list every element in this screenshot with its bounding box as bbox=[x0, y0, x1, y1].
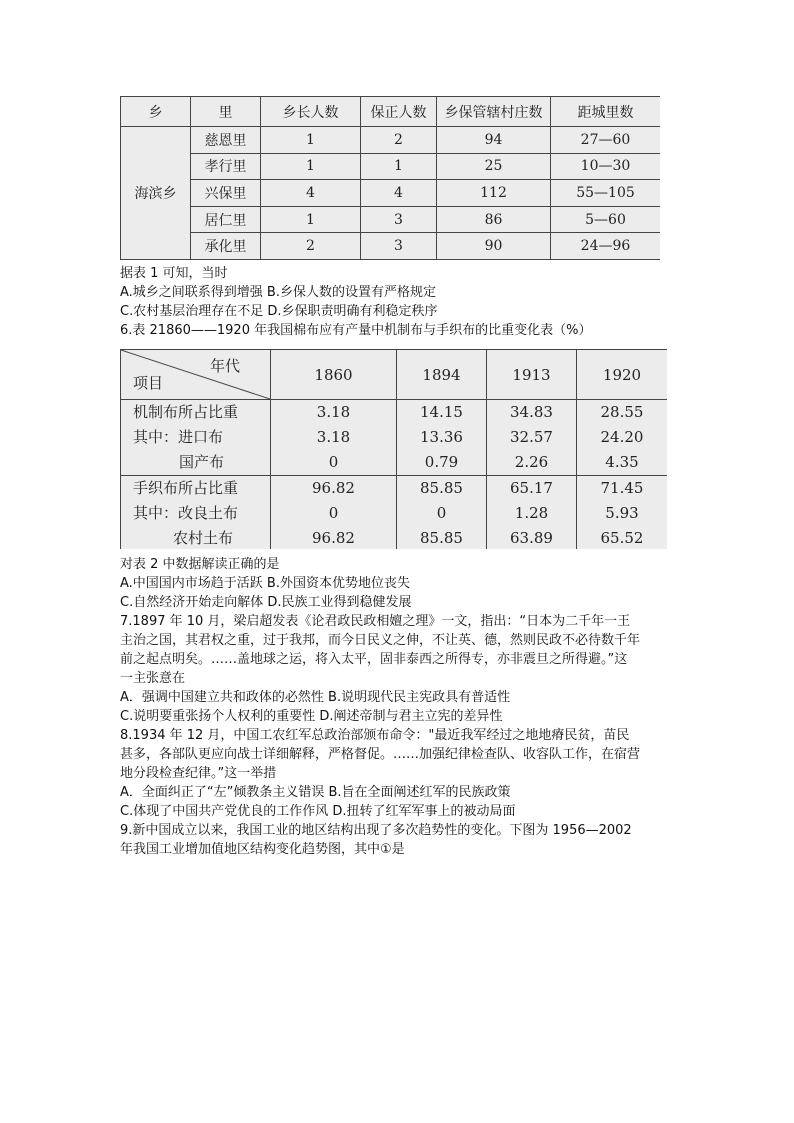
table-row bbox=[121, 153, 661, 180]
machine-cloth-labels bbox=[121, 400, 271, 476]
question-option: C.农村基层治理存在不足 D.乡保职责明确有利稳定秩序 bbox=[120, 304, 438, 319]
table-row bbox=[121, 400, 668, 476]
villages-cell: 25 bbox=[437, 153, 551, 180]
xiangzhang-cell: 4 bbox=[261, 180, 361, 207]
question-option: A.中国国内市场趋于活跃 B.外国资本优势地位丧失 bbox=[120, 576, 410, 591]
township-table bbox=[120, 96, 660, 260]
value-cell bbox=[577, 400, 668, 476]
value-cell bbox=[577, 476, 668, 550]
hand-cloth-labels bbox=[121, 476, 271, 550]
value: 0 bbox=[328, 453, 339, 471]
cotton-cloth-table bbox=[120, 349, 667, 549]
question-stem: 对表 2 中数据解读正确的是 bbox=[120, 557, 280, 572]
distance-cell: 5—60 bbox=[551, 206, 661, 233]
questions-block bbox=[120, 555, 680, 859]
villages-cell: 112 bbox=[437, 180, 551, 207]
value: 34.83 bbox=[510, 403, 553, 421]
header-xiangzhang: 乡长人数 bbox=[261, 97, 361, 127]
distance-cell: 27—60 bbox=[551, 127, 661, 154]
value: 13.36 bbox=[420, 428, 463, 446]
table-row bbox=[121, 476, 668, 550]
corner-bottom-label: 项目 bbox=[133, 374, 164, 392]
header-li: 里 bbox=[191, 97, 261, 127]
li-cell: 兴保里 bbox=[191, 180, 261, 207]
value-cell bbox=[271, 476, 397, 550]
table2-scan bbox=[120, 349, 667, 549]
year-header: 1920 bbox=[577, 350, 668, 400]
value: 1.28 bbox=[514, 504, 549, 522]
value: 0 bbox=[436, 504, 447, 522]
villages-cell: 90 bbox=[437, 233, 551, 260]
value-cell bbox=[397, 400, 487, 476]
question-5 bbox=[120, 264, 680, 340]
year-header: 1860 bbox=[271, 350, 397, 400]
baozheng-cell: 3 bbox=[361, 206, 437, 233]
question-option: C.自然经济开始走向解体 D.民族工业得到稳健发展 bbox=[120, 595, 412, 610]
question-option: A.城乡之间联系得到增强 B.乡保人数的设置有严格规定 bbox=[120, 285, 436, 300]
distance-cell: 24—96 bbox=[551, 233, 661, 260]
value: 85.85 bbox=[420, 529, 463, 547]
value: 85.85 bbox=[420, 479, 463, 497]
question-9-line: 年我国工业增加值地区结构变化趋势图，其中①是 bbox=[120, 842, 405, 857]
value: 24.20 bbox=[600, 428, 644, 446]
table-row bbox=[121, 127, 661, 154]
question-7-line: 7.1897 年 10 月，梁启超发表《论君政民政相嬗之理》一文，指出：“日本为二千年一王 bbox=[120, 614, 631, 629]
villages-cell: 86 bbox=[437, 206, 551, 233]
value: 14.15 bbox=[420, 403, 463, 421]
baozheng-cell: 1 bbox=[361, 153, 437, 180]
row-label: 机制布所占比重 bbox=[133, 403, 239, 421]
header-xiang: 乡 bbox=[121, 97, 191, 127]
row-label: 其中：改良土布 bbox=[133, 504, 239, 522]
table1-scan bbox=[120, 96, 660, 260]
value: 28.55 bbox=[600, 403, 644, 421]
value: 65.52 bbox=[600, 529, 644, 547]
question-9-line: 9.新中国成立以来，我国工业的地区结构出现了多次趋势性的变化。下图为 1956—2002 bbox=[120, 823, 632, 838]
value-cell bbox=[271, 400, 397, 476]
corner-top-label: 年代 bbox=[209, 357, 240, 375]
li-cell: 居仁里 bbox=[191, 206, 261, 233]
xiangzhang-cell: 2 bbox=[261, 233, 361, 260]
value: 3.18 bbox=[316, 403, 351, 421]
table2-header-row bbox=[121, 350, 668, 400]
value: 4.35 bbox=[605, 453, 639, 471]
header-villages: 乡保管辖村庄数 bbox=[437, 97, 551, 127]
villages-cell: 94 bbox=[437, 127, 551, 154]
li-cell: 承化里 bbox=[191, 233, 261, 260]
value: 96.82 bbox=[312, 479, 355, 497]
li-cell: 慈恩里 bbox=[191, 127, 261, 154]
value-cell bbox=[487, 400, 577, 476]
value: 2.26 bbox=[514, 453, 549, 471]
distance-cell: 10—30 bbox=[551, 153, 661, 180]
value: 0 bbox=[328, 504, 339, 522]
value: 63.89 bbox=[510, 529, 553, 547]
question-option: A．全面纠正了“左”倾教条主义错误 B.旨在全面阐述红军的民族政策 bbox=[120, 785, 511, 800]
question-7-line: 一主张意在 bbox=[120, 671, 186, 686]
baozheng-cell: 2 bbox=[361, 127, 437, 154]
xiangzhang-cell: 1 bbox=[261, 206, 361, 233]
row-label: 其中：进口布 bbox=[133, 428, 224, 446]
question-6-title: 6.表 21860——1920 年我国棉布应有产量中机制布与手织布的比重变化表（%） bbox=[120, 323, 592, 338]
table-row bbox=[121, 233, 661, 260]
row-label: 国产布 bbox=[179, 453, 225, 471]
question-option: C.体现了中国共产党优良的工作作风 D.扭转了红军军事上的被动局面 bbox=[120, 804, 516, 819]
year-header: 1894 bbox=[397, 350, 487, 400]
xiangzhang-cell: 1 bbox=[261, 127, 361, 154]
value-cell bbox=[487, 476, 577, 550]
question-option: A．强调中国建立共和政体的必然性 B.说明现代民主宪政具有普适性 bbox=[120, 690, 511, 705]
question-8-line: 甚多，各部队更应向战士详细解释，严格督促。……加强纪律检查队、收容队工作，在宿营 bbox=[120, 747, 641, 762]
question-8-line: 地分段检查纪律。”这一举措 bbox=[120, 766, 277, 781]
row-label: 手织布所占比重 bbox=[133, 479, 239, 497]
baozheng-cell: 3 bbox=[361, 233, 437, 260]
li-cell: 孝行里 bbox=[191, 153, 261, 180]
corner-cell bbox=[121, 350, 271, 400]
question-stem: 据表 1 可知，当时 bbox=[120, 266, 228, 281]
value: 32.57 bbox=[510, 428, 553, 446]
row-label: 农村土布 bbox=[173, 529, 234, 547]
question-7-line: 前之起点明矣。……盖地球之运，将入太平，固非泰西之所得专，亦非震旦之所得避。”这 bbox=[120, 652, 628, 667]
township-cell: 海滨乡 bbox=[121, 127, 191, 260]
value: 5.93 bbox=[605, 504, 639, 522]
value: 96.82 bbox=[312, 529, 355, 547]
value-cell bbox=[397, 476, 487, 550]
value: 65.17 bbox=[510, 479, 553, 497]
table1-header-row bbox=[121, 97, 661, 127]
value: 71.45 bbox=[600, 479, 644, 497]
value: 0.79 bbox=[424, 453, 459, 471]
question-8-line: 8.1934 年 12 月，中国工农红军总政治部颁布命令："最近我军经过之地地瘠民贫，苗民 bbox=[120, 728, 630, 743]
table-row bbox=[121, 206, 661, 233]
question-option: C.说明要重张扬个人权利的重要性 D.阐述帝制与君主立宪的差异性 bbox=[120, 709, 503, 724]
header-distance: 距城里数 bbox=[551, 97, 661, 127]
year-header: 1913 bbox=[487, 350, 577, 400]
question-7-line: 主治之国，其君权之重，过于我邦，而今日民义之伸，不让英、德，然则民政不必待数千年 bbox=[120, 633, 641, 648]
header-baozheng: 保正人数 bbox=[361, 97, 437, 127]
value: 3.18 bbox=[316, 428, 351, 446]
xiangzhang-cell: 1 bbox=[261, 153, 361, 180]
distance-cell: 55—105 bbox=[551, 180, 661, 207]
table-row bbox=[121, 180, 661, 207]
baozheng-cell: 4 bbox=[361, 180, 437, 207]
